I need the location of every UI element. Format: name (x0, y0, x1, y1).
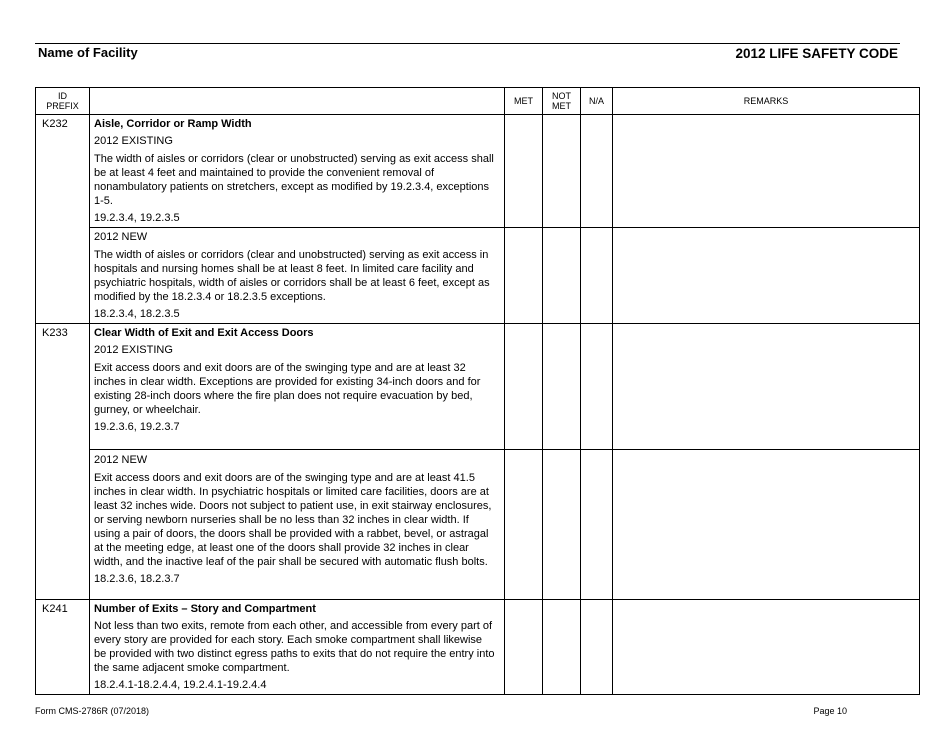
requirement-text: Exit access doors and exit doors are of the swinging type and are at least 32 inches in clear width. Exceptions are provided for existing 34-inch doors and for existing 28-inch doors where the fire plan does not require evacuation by bed, gurney, or wheelchair. (94, 362, 481, 416)
deficiency-table (35, 87, 920, 695)
requirement-cell (90, 115, 505, 228)
requirement-references: 18.2.3.4, 18.2.3.5 (94, 308, 180, 320)
requirement-title: Clear Width of Exit and Exit Access Doors (94, 327, 314, 339)
requirement-cell (90, 450, 505, 600)
facility-name-label: Name of Facility (38, 45, 138, 60)
requirement-references: 19.2.3.4, 19.2.3.5 (94, 212, 180, 224)
col-header-not-met: NOT MET (543, 88, 581, 115)
na-checkbox-cell[interactable] (581, 600, 613, 695)
id-prefix-cell: K232 (36, 115, 90, 324)
remarks-cell[interactable] (613, 324, 920, 450)
requirement-text: The width of aisles or corridors (clear and unobstructed) serving as exit access in hospitals and nursing homes shall be at least 8 feet. In limited care facility and psychiatric hospitals, width of aisles or corridors shall be at least 6 feet, except as modified by the 18.2.3.4 or 18.2.3.5 exceptions. (94, 249, 490, 303)
table-row (36, 450, 920, 600)
table-row (36, 115, 920, 228)
table-row (36, 600, 920, 695)
not-met-checkbox-cell[interactable] (543, 450, 581, 600)
requirement-references: 19.2.3.6, 19.2.3.7 (94, 421, 180, 433)
requirement-cell (90, 324, 505, 450)
not-met-checkbox-cell[interactable] (543, 600, 581, 695)
met-checkbox-cell[interactable] (505, 450, 543, 600)
na-checkbox-cell[interactable] (581, 324, 613, 450)
requirement-title: Aisle, Corridor or Ramp Width (94, 118, 252, 130)
requirement-cell (90, 228, 505, 324)
table-header-row (36, 88, 920, 115)
requirement-references: 18.2.4.1-18.2.4.4, 19.2.4.1-19.2.4.4 (94, 679, 267, 691)
remarks-cell[interactable] (613, 600, 920, 695)
col-header-na: N/A (581, 88, 613, 115)
met-checkbox-cell[interactable] (505, 115, 543, 228)
na-checkbox-cell[interactable] (581, 115, 613, 228)
met-checkbox-cell[interactable] (505, 600, 543, 695)
page-number: Page 10 (813, 706, 847, 716)
requirement-title: Number of Exits – Story and Compartment (94, 603, 316, 615)
requirement-text: Not less than two exits, remote from each other, and accessible from every part of every story are provided for each story. Each smoke compartment shall likewise be provided with two distinct egress paths to exits that do not require the entry into the same adjacent smoke compartment. (94, 620, 495, 674)
header-rule (35, 43, 900, 44)
form-number: Form CMS-2786R (07/2018) (35, 706, 150, 716)
edition-label: 2012 EXISTING (94, 135, 173, 147)
col-header-requirement (90, 88, 505, 115)
met-checkbox-cell[interactable] (505, 228, 543, 324)
met-checkbox-cell[interactable] (505, 324, 543, 450)
na-checkbox-cell[interactable] (581, 228, 613, 324)
col-header-id-prefix: ID PREFIX (36, 88, 90, 115)
edition-label: 2012 NEW (94, 231, 148, 243)
id-prefix-cell: K233 (36, 324, 90, 600)
remarks-cell[interactable] (613, 450, 920, 600)
table-row (36, 228, 920, 324)
remarks-cell[interactable] (613, 115, 920, 228)
not-met-checkbox-cell[interactable] (543, 115, 581, 228)
edition-label: 2012 EXISTING (94, 344, 173, 356)
id-prefix-cell: K241 (36, 600, 90, 695)
requirement-text: The width of aisles or corridors (clear or unobstructed) serving as exit access shall be at least 4 feet and maintained to provide the convenient removal of nonambulatory patients on stretchers, except as modified by 19.2.3.4, exceptions 1-5. (94, 153, 494, 207)
table-row (36, 324, 920, 450)
na-checkbox-cell[interactable] (581, 450, 613, 600)
col-header-remarks: REMARKS (613, 88, 920, 115)
not-met-checkbox-cell[interactable] (543, 228, 581, 324)
edition-label: 2012 NEW (94, 454, 148, 466)
requirement-references: 18.2.3.6, 18.2.3.7 (94, 573, 180, 585)
code-title: 2012 LIFE SAFETY CODE (735, 46, 898, 61)
requirement-text: Exit access doors and exit doors are of the swinging type and are at least 41.5 inches in clear width. In psychiatric hospitals or limited care facilities, doors are at least 32 inches wide. Doors not subject to patient use, in exit stairway enclosures, or serving newborn nurseries shall be no less than 32 inches in clear width. If using a pair of doors, the doors shall be provided with a rabbet, bevel, or astragal at the meeting edge, at least one of the doors shall provide 32 inches in clear width, and the inactive leaf of the pair shall be secured with automatic flush bolts. (94, 472, 492, 568)
col-header-met: MET (505, 88, 543, 115)
requirement-cell (90, 600, 505, 695)
remarks-cell[interactable] (613, 228, 920, 324)
not-met-checkbox-cell[interactable] (543, 324, 581, 450)
